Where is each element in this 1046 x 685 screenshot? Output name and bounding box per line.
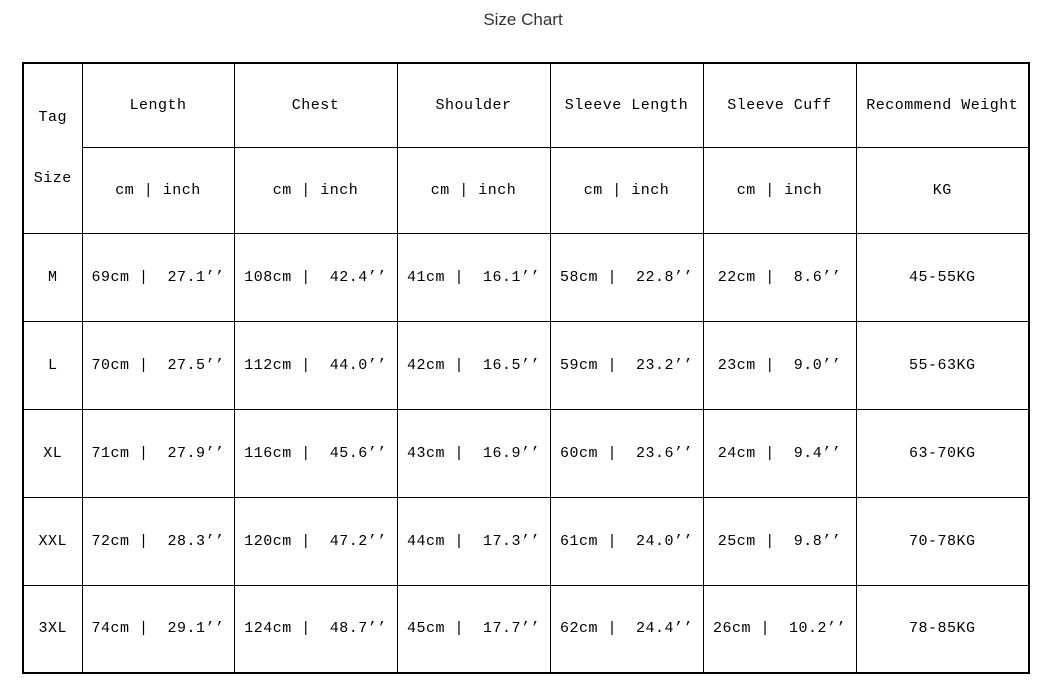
shoulder-cell: 41cm | 16.1’’ xyxy=(397,233,550,321)
size-cell: 3XL xyxy=(23,585,82,673)
header-row-units xyxy=(23,147,1029,233)
sleeve-length-cell: 62cm | 24.4’’ xyxy=(550,585,703,673)
unit-header-length: cm | inch xyxy=(82,147,234,233)
corner-header-line2: Size xyxy=(33,170,72,188)
header-row-labels xyxy=(23,63,1029,147)
weight-cell: 63-70KG xyxy=(856,409,1029,497)
sleeve-cuff-cell: 26cm | 10.2’’ xyxy=(703,585,856,673)
length-cell: 74cm | 29.1’’ xyxy=(82,585,234,673)
page-title: Size Chart xyxy=(483,10,563,29)
unit-header-sleeve-length: cm | inch xyxy=(550,147,703,233)
col-header-length: Length xyxy=(82,63,234,147)
weight-cell: 45-55KG xyxy=(856,233,1029,321)
sleeve-length-cell: 58cm | 22.8’’ xyxy=(550,233,703,321)
chest-cell: 116cm | 45.6’’ xyxy=(234,409,397,497)
sleeve-cuff-cell: 24cm | 9.4’’ xyxy=(703,409,856,497)
unit-header-recommend-weight: KG xyxy=(856,147,1029,233)
col-header-sleeve-cuff: Sleeve Cuff xyxy=(703,63,856,147)
size-cell: M xyxy=(23,233,82,321)
corner-header-tag-size xyxy=(23,63,82,233)
sleeve-length-cell: 60cm | 23.6’’ xyxy=(550,409,703,497)
chest-cell: 108cm | 42.4’’ xyxy=(234,233,397,321)
weight-cell: 78-85KG xyxy=(856,585,1029,673)
length-cell: 71cm | 27.9’’ xyxy=(82,409,234,497)
col-header-shoulder: Shoulder xyxy=(397,63,550,147)
table-row-l xyxy=(23,321,1029,409)
table-row-xxl xyxy=(23,497,1029,585)
shoulder-cell: 42cm | 16.5’’ xyxy=(397,321,550,409)
chest-cell: 124cm | 48.7’’ xyxy=(234,585,397,673)
sleeve-cuff-cell: 23cm | 9.0’’ xyxy=(703,321,856,409)
shoulder-cell: 45cm | 17.7’’ xyxy=(397,585,550,673)
corner-header-line1: Tag xyxy=(38,109,67,127)
sleeve-cuff-cell: 25cm | 9.8’’ xyxy=(703,497,856,585)
unit-header-chest: cm | inch xyxy=(234,147,397,233)
sleeve-length-cell: 61cm | 24.0’’ xyxy=(550,497,703,585)
col-header-sleeve-length: Sleeve Length xyxy=(550,63,703,147)
shoulder-cell: 43cm | 16.9’’ xyxy=(397,409,550,497)
table-row-3xl xyxy=(23,585,1029,673)
col-header-recommend-weight: Recommend Weight xyxy=(856,63,1029,147)
size-cell: L xyxy=(23,321,82,409)
length-cell: 69cm | 27.1’’ xyxy=(82,233,234,321)
size-cell: XXL xyxy=(23,497,82,585)
length-cell: 72cm | 28.3’’ xyxy=(82,497,234,585)
unit-header-shoulder: cm | inch xyxy=(397,147,550,233)
shoulder-cell: 44cm | 17.3’’ xyxy=(397,497,550,585)
weight-cell: 70-78KG xyxy=(856,497,1029,585)
chest-cell: 112cm | 44.0’’ xyxy=(234,321,397,409)
length-cell: 70cm | 27.5’’ xyxy=(82,321,234,409)
col-header-chest: Chest xyxy=(234,63,397,147)
sleeve-length-cell: 59cm | 23.2’’ xyxy=(550,321,703,409)
chest-cell: 120cm | 47.2’’ xyxy=(234,497,397,585)
table-row-xl xyxy=(23,409,1029,497)
sleeve-cuff-cell: 22cm | 8.6’’ xyxy=(703,233,856,321)
weight-cell: 55-63KG xyxy=(856,321,1029,409)
table-row-m xyxy=(23,233,1029,321)
size-cell: XL xyxy=(23,409,82,497)
unit-header-sleeve-cuff: cm | inch xyxy=(703,147,856,233)
size-chart-table xyxy=(22,62,1030,674)
